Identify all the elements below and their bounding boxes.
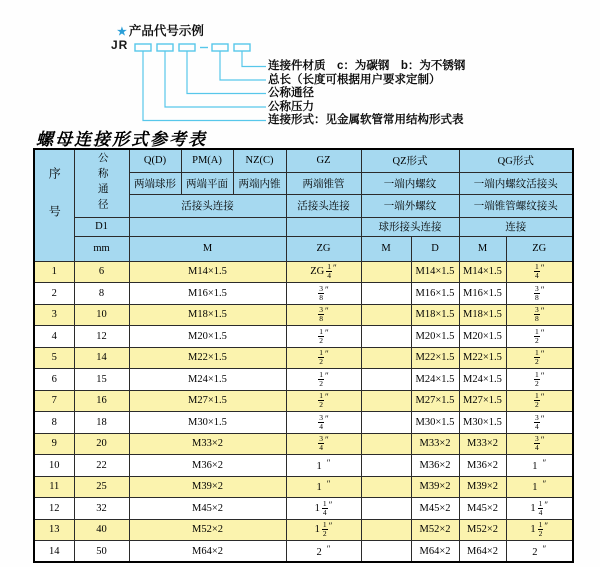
table-body (34, 261, 573, 562)
cell-seq: 3 (34, 304, 74, 326)
fraction: $\frac{1}{4}$ (535, 262, 539, 281)
cell-qg-m: M45×2 (459, 498, 506, 520)
cell-dn: 22 (74, 455, 129, 477)
cell-qg-zg: $\frac{1}{2}$ ″ (506, 326, 573, 348)
code-box (179, 44, 195, 51)
table-title: 螺母连接形式参考表 (36, 130, 207, 149)
cell-qg-zg: $\frac{1}{2}$ ″ (506, 390, 573, 412)
cell-gz-size: 2 ″ (286, 541, 361, 563)
cell-qg-m: M20×1.5 (459, 326, 506, 348)
cell-qg-m: M39×2 (459, 476, 506, 498)
fraction: $\frac{1}{4}$ (327, 262, 331, 281)
cell-m-thread: M33×2 (129, 433, 286, 455)
cell-qg-m: M33×2 (459, 433, 506, 455)
cell-dn: 6 (74, 261, 129, 283)
header-qz-sub2: 一端外螺纹 (361, 194, 459, 217)
connector-line (242, 51, 266, 67)
cell-qg-m: M64×2 (459, 541, 506, 563)
cell-gz-size: $\frac{3}{4}$ ″ (286, 433, 361, 455)
code-label-pressure: 公称压力 (268, 100, 314, 113)
cell-qg-zg: $\frac{3}{8}$ ″ (506, 283, 573, 305)
cell-qz-d: M39×2 (411, 476, 459, 498)
table-row (34, 326, 573, 348)
header-pm-sub: 两端平面 (181, 172, 233, 194)
cell-seq: 2 (34, 283, 74, 305)
cell-qg-zg: $\frac{3}{8}$ ″ (506, 304, 573, 326)
code-label-material: 连接件材质 c：为碳钢 b：为不锈钢 (268, 60, 466, 72)
fraction: $\frac{1}{2}$ (535, 326, 539, 345)
cell-seq: 5 (34, 347, 74, 369)
cell-qz-m (361, 390, 411, 412)
table-row (34, 519, 573, 541)
cell-qg-m: M52×2 (459, 519, 506, 541)
cell-gz-size: $\frac{1}{2}$ ″ (286, 390, 361, 412)
cell-m-thread: M14×1.5 (129, 261, 286, 283)
header-qg-zg: ZG (506, 236, 573, 261)
fraction: $\frac{1}{2}$ (319, 391, 323, 410)
fraction: $\frac{1}{2}$ (319, 369, 323, 388)
cell-qg-zg: $\frac{1}{2}$ ″ (506, 369, 573, 391)
cell-dn: 15 (74, 369, 129, 391)
cell-qz-d: M18×1.5 (411, 304, 459, 326)
cell-seq: 7 (34, 390, 74, 412)
table-row (34, 347, 573, 369)
cell-dn: 12 (74, 326, 129, 348)
cell-dn: 32 (74, 498, 129, 520)
cell-qz-d: M24×1.5 (411, 369, 459, 391)
cell-seq: 4 (34, 326, 74, 348)
cell-gz-size: $\frac{3}{8}$ ″ (286, 283, 361, 305)
fraction: $\frac{1}{2}$ (319, 348, 323, 367)
header-qg: QG形式 (459, 149, 573, 172)
cell-gz-size: 1 ″ (286, 476, 361, 498)
fraction: $\frac{1}{2}$ (322, 520, 327, 539)
table-row (34, 455, 573, 477)
cell-gz-size: 1 ″ (286, 455, 361, 477)
cell-gz-size: 1 $\frac{1}{2}$ ″ (286, 519, 361, 541)
cell-seq: 8 (34, 412, 74, 434)
fraction: $\frac{3}{4}$ (535, 412, 539, 431)
header-dn: 公称通径 (74, 149, 129, 217)
table-row (34, 283, 573, 305)
cell-dn: 50 (74, 541, 129, 563)
cell-seq: 14 (34, 541, 74, 563)
fraction: $\frac{1}{2}$ (538, 520, 543, 539)
table-row (34, 369, 573, 391)
cell-seq: 11 (34, 476, 74, 498)
header-gz-sub: 两端锥管 (286, 172, 361, 194)
table-row (34, 412, 573, 434)
cell-qz-d: M16×1.5 (411, 283, 459, 305)
cell-qg-zg: 1 $\frac{1}{2}$ ″ (506, 519, 573, 541)
code-label-connection: 连接形式：见金属软管常用结构形式表 (268, 114, 464, 126)
cell-qz-d: M33×2 (411, 433, 459, 455)
cell-qz-d: M64×2 (411, 541, 459, 563)
header-gz-conn: 活接头连接 (286, 194, 361, 217)
connector-line (187, 51, 266, 94)
header-qz-conn: 球形接头连接 (361, 217, 459, 236)
header-qg-sub1: 一端内螺纹活接头 (459, 172, 573, 194)
code-labels (268, 60, 465, 128)
cell-m-thread: M39×2 (129, 476, 286, 498)
fraction: $\frac{1}{2}$ (535, 391, 539, 410)
cell-qg-zg: 1 ″ (506, 476, 573, 498)
header-qg-sub2: 一端锥管螺纹接头 (459, 194, 573, 217)
header-q: Q(D) (129, 149, 181, 172)
cell-qz-d: M14×1.5 (411, 261, 459, 283)
fraction: $\frac{3}{8}$ (319, 283, 323, 302)
header-d1: D1 (74, 217, 129, 236)
header-blank-gz (286, 217, 361, 236)
cell-qz-d: M36×2 (411, 455, 459, 477)
cell-qz-m (361, 261, 411, 283)
code-box (234, 44, 250, 51)
cell-qg-zg: $\frac{1}{2}$ ″ (506, 347, 573, 369)
cell-qg-zg: $\frac{3}{4}$ ″ (506, 433, 573, 455)
cell-qg-zg: $\frac{1}{4}$ ″ (506, 261, 573, 283)
cell-qz-m (361, 412, 411, 434)
code-box (157, 44, 173, 51)
header-qz-sub1: 一端内螺纹 (361, 172, 459, 194)
cell-m-thread: M64×2 (129, 541, 286, 563)
cell-qz-m (361, 433, 411, 455)
cell-seq: 1 (34, 261, 74, 283)
cell-qz-m (361, 498, 411, 520)
cell-qz-m (361, 369, 411, 391)
cell-dn: 20 (74, 433, 129, 455)
header-nz: NZ(C) (233, 149, 286, 172)
code-box (212, 44, 228, 51)
header-m: M (129, 236, 286, 261)
cell-m-thread: M22×1.5 (129, 347, 286, 369)
header-nz-sub: 两端内锥 (233, 172, 286, 194)
table-row (34, 433, 573, 455)
diagram-heading (117, 21, 204, 39)
cell-m-thread: M45×2 (129, 498, 286, 520)
star-icon: ★ (117, 26, 127, 38)
fraction: $\frac{3}{4}$ (319, 434, 323, 453)
header-blank-mid (129, 217, 286, 236)
table-row (34, 476, 573, 498)
cell-m-thread: M30×1.5 (129, 412, 286, 434)
fraction: $\frac{3}{8}$ (535, 283, 539, 302)
diagram-heading-text: 产品代号示例 (128, 24, 204, 38)
cell-m-thread: M52×2 (129, 519, 286, 541)
cell-dn: 14 (74, 347, 129, 369)
table-row (34, 541, 573, 563)
cell-seq: 13 (34, 519, 74, 541)
cell-qg-m: M24×1.5 (459, 369, 506, 391)
cell-qg-zg: 1 ″ (506, 455, 573, 477)
product-code-prefix: JR (111, 38, 129, 52)
cell-qg-zg: 2 ″ (506, 541, 573, 563)
cell-seq: 10 (34, 455, 74, 477)
code-label-diameter: 公称通径 (268, 87, 314, 99)
cell-gz-size: $\frac{3}{8}$ ″ (286, 304, 361, 326)
cell-qz-m (361, 541, 411, 563)
cell-qz-m (361, 326, 411, 348)
cell-qz-m (361, 347, 411, 369)
table-row (34, 304, 573, 326)
fraction: $\frac{3}{8}$ (535, 305, 539, 324)
cell-seq: 12 (34, 498, 74, 520)
cell-qg-m: M27×1.5 (459, 390, 506, 412)
header-pm: PM(A) (181, 149, 233, 172)
cell-m-thread: M27×1.5 (129, 390, 286, 412)
cell-m-thread: M18×1.5 (129, 304, 286, 326)
cell-dn: 16 (74, 390, 129, 412)
table-row (34, 390, 573, 412)
connector-line (220, 51, 266, 80)
cell-qz-m (361, 476, 411, 498)
cell-qg-m: M30×1.5 (459, 412, 506, 434)
cell-m-thread: M20×1.5 (129, 326, 286, 348)
header-mm: mm (74, 236, 129, 261)
cell-gz-size: $\frac{1}{2}$ ″ (286, 326, 361, 348)
cell-qg-m: M22×1.5 (459, 347, 506, 369)
header-qz: QZ形式 (361, 149, 459, 172)
fraction: $\frac{1}{2}$ (319, 326, 323, 345)
header-qg-conn: 连接 (459, 217, 573, 236)
cell-qg-m: M36×2 (459, 455, 506, 477)
connector-line (165, 51, 266, 107)
cell-m-thread: M16×1.5 (129, 283, 286, 305)
cell-gz-size: 1 $\frac{1}{4}$ ″ (286, 498, 361, 520)
fraction: $\frac{3}{8}$ (319, 305, 323, 324)
cell-m-thread: M24×1.5 (129, 369, 286, 391)
connector-line (143, 51, 266, 121)
cell-qg-m: M18×1.5 (459, 304, 506, 326)
cell-qz-m (361, 283, 411, 305)
cell-qg-zg: 1 $\frac{1}{4}$ ″ (506, 498, 573, 520)
cell-qz-d: M30×1.5 (411, 412, 459, 434)
cell-dn: 40 (74, 519, 129, 541)
table-row (34, 261, 573, 283)
cell-qz-d: M45×2 (411, 498, 459, 520)
cell-qz-d: M27×1.5 (411, 390, 459, 412)
header-seq: 序号 (34, 149, 74, 261)
fraction: $\frac{1}{2}$ (535, 369, 539, 388)
cell-qz-d: M52×2 (411, 519, 459, 541)
cell-gz-size: $\frac{1}{2}$ ″ (286, 347, 361, 369)
table-header (34, 149, 573, 261)
header-qz-d: D (411, 236, 459, 261)
fraction: $\frac{1}{4}$ (538, 498, 543, 517)
cell-qz-m (361, 455, 411, 477)
cell-qg-m: M16×1.5 (459, 283, 506, 305)
cell-dn: 25 (74, 476, 129, 498)
cell-gz-size: $\frac{3}{4}$ ″ (286, 412, 361, 434)
header-qz-m: M (361, 236, 411, 261)
cell-gz-size: ZG $\frac{1}{4}$ ″ (286, 261, 361, 283)
header-q-sub: 两端球形 (129, 172, 181, 194)
cell-gz-size: $\frac{1}{2}$ ″ (286, 369, 361, 391)
fraction: $\frac{3}{4}$ (535, 434, 539, 453)
fraction: $\frac{1}{2}$ (535, 348, 539, 367)
cell-qg-m: M14×1.5 (459, 261, 506, 283)
fraction: $\frac{1}{4}$ (322, 498, 327, 517)
code-box (135, 44, 151, 51)
cell-dn: 10 (74, 304, 129, 326)
nut-connection-reference-table (33, 148, 574, 563)
cell-seq: 9 (34, 433, 74, 455)
header-qg-m: M (459, 236, 506, 261)
header-zg: ZG (286, 236, 361, 261)
cell-seq: 6 (34, 369, 74, 391)
table-row (34, 498, 573, 520)
header-union-conn: 活接头连接 (129, 194, 286, 217)
cell-qz-d: M20×1.5 (411, 326, 459, 348)
cell-qz-m (361, 519, 411, 541)
header-gz: GZ (286, 149, 361, 172)
cell-qz-d: M22×1.5 (411, 347, 459, 369)
cell-qg-zg: $\frac{3}{4}$ ″ (506, 412, 573, 434)
fraction: $\frac{3}{4}$ (319, 412, 323, 431)
code-label-length: 总长（长度可根据用户要求定制） (268, 73, 441, 86)
cell-dn: 18 (74, 412, 129, 434)
cell-m-thread: M36×2 (129, 455, 286, 477)
cell-dn: 8 (74, 283, 129, 305)
cell-qz-m (361, 304, 411, 326)
